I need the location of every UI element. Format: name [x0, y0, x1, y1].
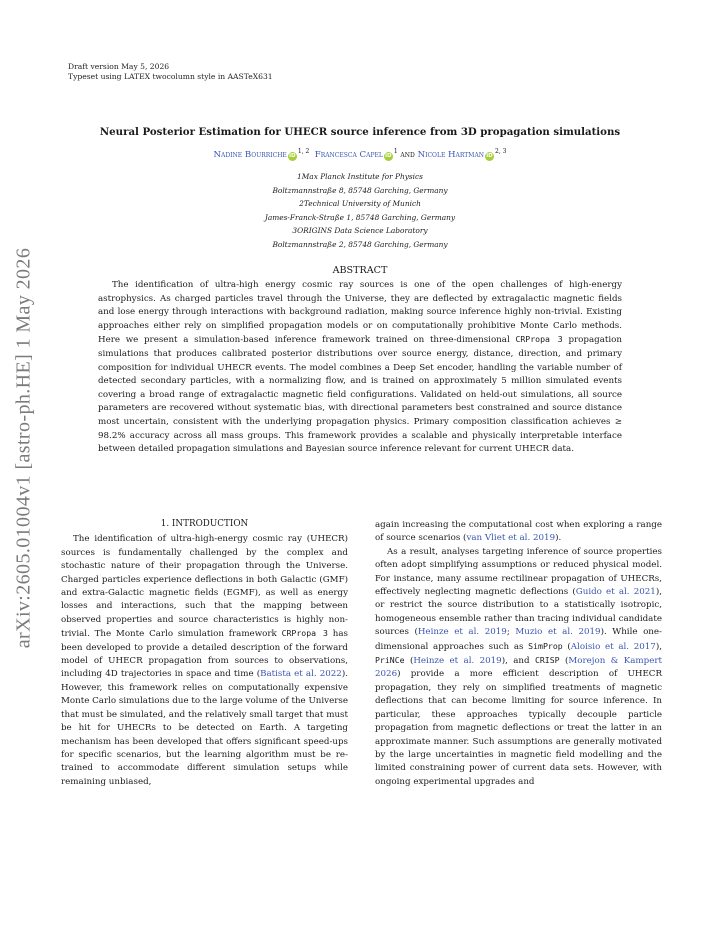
author-affiliation-marker: 1, 2 [297, 148, 310, 155]
author-name[interactable]: Nadine Bourriche [213, 149, 287, 160]
author-conjunction: and [400, 149, 415, 160]
orcid-icon[interactable]: iD [289, 152, 296, 159]
code-name: CRISP [534, 655, 560, 666]
citation-link[interactable]: Morejon & Kampert 2026 [375, 656, 663, 680]
affiliation-line: Boltzmannstraße 8, 85748 Garching, Germany [272, 185, 448, 195]
right-column [375, 519, 662, 789]
citation-link[interactable]: Muzio et al. 2019 [515, 627, 601, 638]
author-affiliation-marker: 2, 3 [495, 148, 507, 155]
affiliation-line: 1Max Planck Institute for Physics [297, 172, 423, 181]
code-name: SimProp [528, 640, 563, 651]
paper-title: Neural Posterior Estimation for UHECR source inference from 3D propagation simulations [99, 126, 621, 138]
abstract-text: The identification of ultra-high energy cosmic ray sources is one of the open challenges of high-energy astrophysics. As charged particles travel through the Universe, they are deflected by extragalactic magnetic fields and lose energy through interactions with background radiation, making source inference highly non-trivial. Existing approaches either rely on simplified propagation models or on computationally prohibitive Monte Carlo methods. Here we present a simulation-based inference framework trained on three-dimensional CRPropa 3 propagation simulations that produces calibrated posterior distributions over source energy, distance, direction, and primary composition for individual UHECR events. The model combines a Deep Set encoder, handling the variable number of detected secondary particles, with a normalizing flow, and is trained on approximately 5 million simulated events covering a broad range of extragalactic magnetic field configurations. Validated on held-out simulations, all source parameters are recovered without systematic bias, with directional parameters best constrained and source distance most uncertain, consistent with the underlying propagation physics. Primary composition classification achieves ≥ 98.2% accuracy across all mass groups. This framework provides a scalable and physically interpretable interface between detailed propagation simulations and Bayesian source inference relevant for current UHECR data. [98, 280, 622, 455]
draft-header [68, 62, 273, 82]
affiliation-line: 2Technical University of Munich [299, 199, 421, 209]
code-name: CRPropa 3 [515, 334, 563, 345]
intro-paragraph: As a result, analyses targeting inference of source properties often adopt simplifying assumptions or reduced physical model. For instance, many assume rectilinear propagation of UHECRs, effectively neglecting magnetic deflections (Guido et al. 2021), or restrict the source distribution to a statistically isotropic, homogeneous ensemble rather than tracing individual candidate sources (Heinze et al. 2019; Muzio et al. 2019). While one-dimensional approaches such as SimProp (Aloisio et al. 2017), PriNCe (Heinze et al. 2019), and CRISP (Morejon & Kampert 2026) provide a more efficient description of UHECR propagation, they rely on simplified treatments of magnetic deflections that can become limiting for source inference. In particular, these approaches typically decouple particle propagation from magnetic deflections or treat the latter in an approximate manner. Such assumptions are generally motivated by the large uncertainties in magnetic field modelling and the limited constraining power of current data sets. However, with ongoing experimental upgrades and [375, 546, 663, 787]
draft-version-line: Draft version May 5, 2026 [68, 62, 170, 71]
citation-link[interactable]: van Vliet et al. 2019 [466, 533, 556, 544]
arxiv-identifier-text: arXiv:2605.01004v1 [astro-ph.HE] 1 May 2026 [12, 247, 35, 649]
code-name: CRPropa 3 [281, 628, 328, 639]
intro-paragraph-continued: again increasing the computational cost when exploring a range of source scenarios (van Vliet et al. 2019). [375, 520, 662, 544]
citation-link[interactable]: Batista et al. 2022 [260, 669, 342, 680]
abstract-heading: ABSTRACT [332, 265, 388, 276]
affiliation-line: 3ORIGINS Data Science Laboratory [292, 226, 428, 236]
citation-link[interactable]: Guido et al. 2021 [575, 587, 656, 598]
citation-link[interactable]: Heinze et al. 2019 [413, 656, 502, 667]
arxiv-identifier-stamp [4, 228, 44, 668]
author-name[interactable]: Nicole Hartman [417, 149, 485, 160]
author-list [60, 148, 660, 161]
orcid-icon[interactable]: iD [385, 152, 392, 159]
section-heading-introduction: 1. INTRODUCTION [160, 519, 249, 529]
left-column [61, 519, 349, 789]
typeset-line: Typeset using LATEX twocolumn style in AASTeX631 [68, 72, 273, 81]
code-name: PriNCe [375, 655, 405, 666]
intro-paragraph: The identification of ultra-high-energy cosmic ray (UHECR) sources is fundamentally challenged by the complex and stochastic nature of their propagation through the Universe. Charged particles experience deflections in both Galactic (GMF) and extra-Galactic magnetic fields (EGMF), as well as energy losses and interactions, such that the mapping between observed properties and source characteristics is highly non-trivial. The Monte Carlo simulation framework CRPropa 3 has been developed to provide a detailed description of the forward model of UHECR propagation from sources to observations, including 4D trajectories in space and time (Batista et al. 2022). However, this framework relies on computationally expensive Monte Carlo simulations due to the large volume of the Universe that must be simulated, and the relatively small target that must be hit for UHECRs to be detected on Earth. A targeting mechanism has been developed that offers significant speed-ups for specific scenarios, but the learning algorithm must be re-trained to accommodate different simulation setups while remaining unbiased, [61, 534, 349, 787]
affiliation-block [160, 170, 560, 252]
author-name[interactable]: Francesca Capel [314, 149, 383, 160]
affiliation-line: Boltzmannstraße 2, 85748 Garching, Germany [272, 239, 448, 249]
citation-link[interactable]: Aloisio et al. 2017 [570, 641, 656, 652]
orcid-icon[interactable]: iD [486, 152, 493, 159]
author-affiliation-marker: 1 [393, 148, 398, 155]
affiliation-line: James-Franck-Straße 1, 85748 Garching, Germany [264, 212, 456, 222]
citation-link[interactable]: Heinze et al. 2019 [417, 627, 507, 638]
